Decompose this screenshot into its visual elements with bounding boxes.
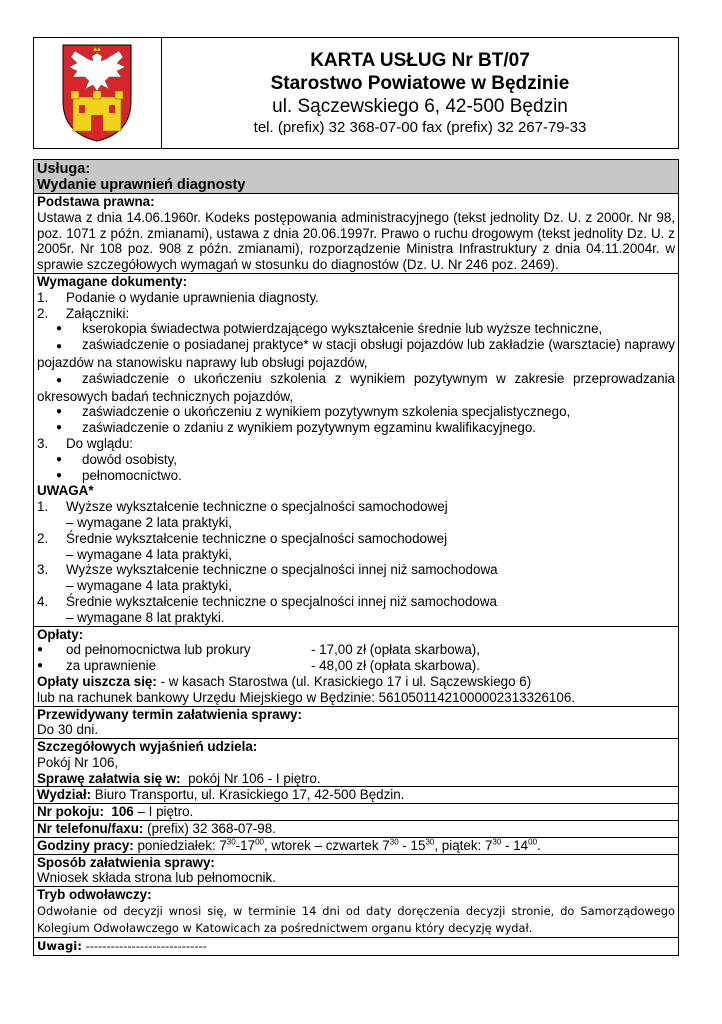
office-name: Starostwo Powiatowe w Będzinie	[270, 73, 570, 94]
phone-section: Nr telefonu/faxu: (prefix) 32 368-07-98.	[34, 821, 678, 838]
documents-label: Wymagane dokumenty:	[37, 273, 188, 289]
list-item: 1. Wyższe wykształcenie techniczne o specjalności samochodowej	[37, 499, 448, 515]
list-item-sub: – wymagane 4 lata praktyki,	[66, 546, 232, 562]
bullet-item: ● zaświadczenie o posiadanej praktyce* w stacji obsługi pojazdów lub zakładzie (warsztacie) naprawy pojazdów na stanowisku naprawy lub obsługi pojazdów,	[37, 337, 675, 370]
bullet-icon: ●	[37, 644, 44, 656]
legal-basis-label: Podstawa prawna:	[37, 194, 155, 209]
list-item: 4. Średnie wykształcenie techniczne o specjalności innej niż samochodowa	[37, 593, 497, 609]
service-card	[33, 159, 679, 956]
bullet-item: ● pełnomocnictwo.	[56, 467, 182, 483]
fees-label: Opłaty:	[37, 626, 84, 642]
legal-basis-text: Ustawa z dnia 14.06.1960r. Kodeks postępowania administracyjnego (tekst jednolity Dz. U. z 2000r. Nr 98, poz. 1071 z późn. zmianami), ustawa z dnia 20.06.1997r. Prawo o ruchu drogowym (tekst jednolity Dz. U. z 2005r. Nr 108 poz. 908 z późn. zmianami), rozporządzenie Ministra Infrastruktury z dnia 04.11.2004r. w sprawie szczegółowych wymagań w stosunku do diagnostów (Dz. U. Nr 246 poz. 2469).	[37, 209, 675, 273]
legal-basis-section	[34, 194, 678, 274]
appeal-text: Odwołanie od decyzji wnosi się, w terminie 14 dni od daty doręczenia decyzji stronie, do Samorządowego Kolegium Odwoławczego w Katowicach za pośrednictwem organu który decyzję wydał.	[37, 904, 675, 936]
method-section	[34, 855, 678, 888]
bullet-item: ● zaświadczenie o zdaniu z wynikiem pozytywnym egzaminu kwalifikacyjnego.	[56, 420, 536, 436]
details-room: Pokój Nr 106,	[37, 754, 119, 770]
term-section	[34, 707, 678, 740]
notes-section: Uwagi: -----------------------------	[34, 938, 678, 956]
bullet-item: ● zaświadczenie o ukończeniu z wynikiem pozytywnym szkolenia specjalistycznego,	[56, 404, 571, 420]
list-item: 2. Średnie wykształcenie techniczne o specjalności samochodowej	[37, 530, 448, 546]
bullet-icon: ●	[56, 406, 63, 418]
office-address: ul. Sączewskiego 6, 42-500 Będzin	[272, 96, 568, 117]
service-section	[34, 160, 678, 194]
bullet-icon: ●	[56, 469, 63, 481]
method-value: Wniosek składa strona lub pełnomocnik.	[37, 870, 276, 886]
fees-section	[34, 627, 678, 707]
bullet-item: ● zaświadczenie o ukończeniu szkolenia z wynikiem pozytywnym w zakresie przeprowadzania okresowych badań technicznych pojazdów,	[37, 370, 675, 404]
bullet-icon: ●	[56, 422, 63, 434]
required-documents-section	[34, 274, 678, 627]
appeal-section	[34, 887, 678, 938]
term-label: Przewidywany termin załatwienia sprawy:	[37, 706, 302, 722]
bullet-item: ● kserokopia świadectwa potwierdzającego wykształcenie średnie lub wyższe techniczne,	[56, 321, 603, 337]
office-phone: tel. (prefix) 32 368-07-00 fax (prefix) 32 267-79-33	[253, 119, 587, 136]
list-item-sub: – wymagane 4 lata praktyki,	[66, 578, 232, 594]
fee-row: ● za uprawnienie - 48,00 zł (opłata skarbowa).	[37, 658, 480, 674]
service-name: Wydanie uprawnień diagnosty	[37, 177, 246, 193]
term-value: Do 30 dni.	[37, 722, 99, 738]
details-section	[34, 739, 678, 787]
handled-at: Sprawę załatwia się w: pokój Nr 106 - I piętro.	[37, 770, 321, 786]
logo-cell	[34, 38, 162, 148]
department-section: Wydział: Biuro Transportu, ul. Krasickiego 17, 42-500 Będzin.	[34, 787, 678, 804]
appeal-label: Tryb odwoławczy:	[37, 887, 152, 903]
payment-info: Opłaty uiszcza się: - w kasach Starostwa (ul. Krasickiego 17 i ul. Sączewskiego 6)	[37, 673, 532, 689]
service-label: Usługa:	[37, 161, 91, 177]
method-label: Sposób załatwienia sprawy:	[37, 854, 215, 870]
document-title: KARTA USŁUG Nr BT/07	[310, 50, 530, 71]
bullet-icon: ●	[37, 660, 44, 672]
list-item: 3. Wyższe wykształcenie techniczne o specjalności innej niż samochodowa	[37, 562, 498, 578]
list-item: 2. Załączniki:	[37, 305, 130, 321]
hours-section: Godziny pracy: poniedziałek: $7^{30}-17^{00}$, wtorek – czwartek $7^{30} - 15^{30}$, piątek: $7^{30} - 14^{00}$.	[34, 838, 678, 855]
coat-of-arms-icon	[61, 43, 133, 143]
fee-row: ● od pełnomocnictwa lub prokury - 17,00 zł (opłata skarbowa),	[37, 642, 480, 658]
bullet-icon: ●	[56, 374, 63, 386]
room-section: Nr pokoju: 106 – I piętro.	[34, 804, 678, 821]
bank-account: lub na rachunek bankowy Urzędu Miejskiego w Będzinie: 56105011421000002313326106.	[37, 689, 575, 705]
bullet-item: ● dowód osobisty,	[56, 451, 178, 467]
list-item: 1. Podanie o wydanie uprawnienia diagnosty.	[37, 289, 319, 305]
list-item: 3. Do wglądu:	[37, 435, 133, 451]
list-item-sub: – wymagane 2 lata praktyki,	[66, 514, 232, 530]
bullet-icon: ●	[56, 323, 63, 335]
header-box	[33, 37, 679, 149]
details-label: Szczegółowych wyjaśnień udziela:	[37, 739, 258, 755]
bullet-icon: ●	[56, 341, 63, 353]
uwaga-label: UWAGA*	[37, 483, 94, 499]
bullet-icon: ●	[56, 453, 63, 465]
list-item-sub: – wymagane 8 lat praktyki.	[66, 609, 225, 625]
